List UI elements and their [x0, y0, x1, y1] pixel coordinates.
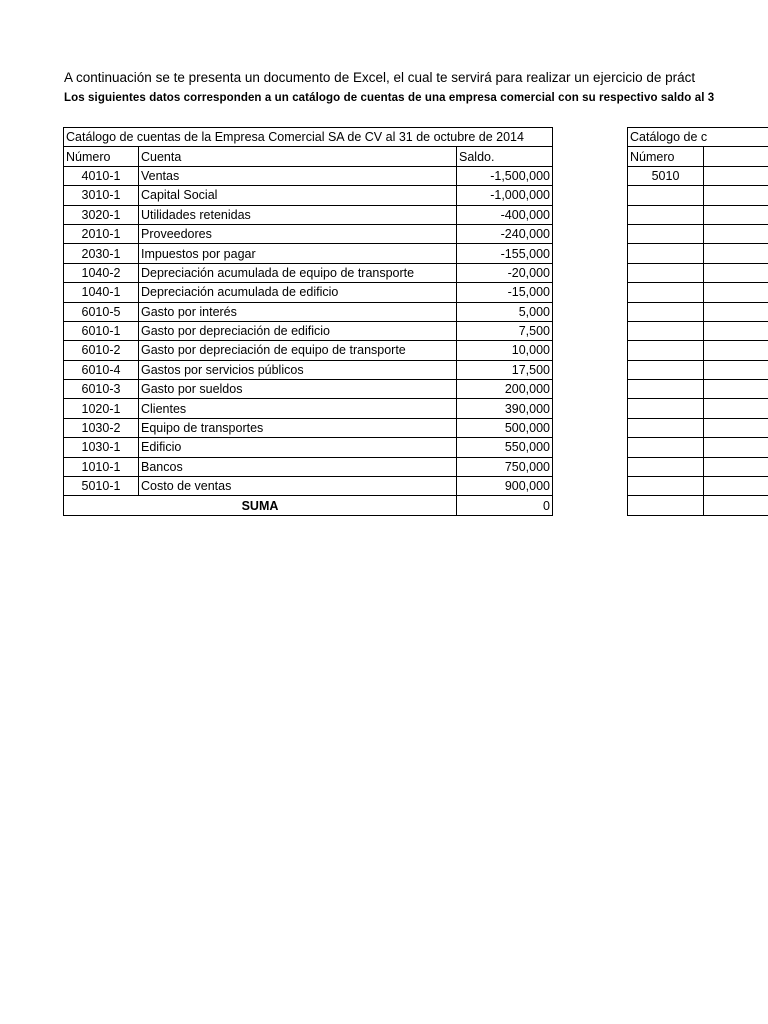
cell-saldo[interactable]: 750,000 — [457, 457, 553, 476]
second-cell[interactable] — [704, 283, 768, 302]
cell-numero[interactable]: 3010-1 — [64, 186, 139, 205]
cell-cuenta[interactable]: Gasto por depreciación de edificio — [139, 321, 457, 340]
cell-saldo[interactable]: -1,000,000 — [457, 186, 553, 205]
cell-cuenta[interactable]: Gasto por depreciación de equipo de transporte — [139, 341, 457, 360]
cell-cuenta[interactable]: Depreciación acumulada de edificio — [139, 283, 457, 302]
second-cell[interactable] — [628, 341, 704, 360]
second-cell[interactable] — [704, 418, 768, 437]
cell-saldo[interactable]: -240,000 — [457, 224, 553, 243]
second-cell[interactable] — [704, 224, 768, 243]
cell-saldo[interactable]: -155,000 — [457, 244, 553, 263]
table-row — [64, 477, 553, 496]
cell-numero[interactable]: 2030-1 — [64, 244, 139, 263]
cell-numero[interactable]: 1040-2 — [64, 263, 139, 282]
cell-saldo[interactable]: 5,000 — [457, 302, 553, 321]
second-cell[interactable] — [704, 186, 768, 205]
cell-cuenta[interactable]: Depreciación acumulada de equipo de transporte — [139, 263, 457, 282]
second-cell[interactable] — [704, 477, 768, 496]
cell-cuenta[interactable]: Equipo de transportes — [139, 418, 457, 437]
table-row — [628, 244, 768, 263]
cell-numero[interactable]: 3020-1 — [64, 205, 139, 224]
table-row — [628, 360, 768, 379]
cell-numero[interactable]: 4010-1 — [64, 166, 139, 185]
second-cell[interactable] — [704, 438, 768, 457]
cell-numero[interactable]: 5010-1 — [64, 477, 139, 496]
second-cell-numero[interactable]: 5010 — [628, 166, 704, 185]
table-row — [628, 380, 768, 399]
cell-cuenta[interactable]: Bancos — [139, 457, 457, 476]
cell-saldo[interactable]: 200,000 — [457, 380, 553, 399]
table-row — [628, 399, 768, 418]
second-table-viewport — [627, 127, 768, 519]
header-numero[interactable]: Número — [64, 147, 139, 166]
table-row — [628, 283, 768, 302]
table-row — [64, 380, 553, 399]
cell-numero[interactable]: 1030-2 — [64, 418, 139, 437]
cell-cuenta[interactable]: Gasto por sueldos — [139, 380, 457, 399]
table-row — [64, 205, 553, 224]
table-row — [628, 457, 768, 476]
table-row — [64, 224, 553, 243]
second-cell[interactable] — [628, 438, 704, 457]
cell-cuenta[interactable]: Edificio — [139, 438, 457, 457]
cell-cuenta[interactable]: Proveedores — [139, 224, 457, 243]
cell-cuenta[interactable]: Ventas — [139, 166, 457, 185]
table-row — [628, 418, 768, 437]
table-row — [64, 321, 553, 340]
table-row — [628, 477, 768, 496]
table-row — [628, 186, 768, 205]
cell-saldo[interactable]: -400,000 — [457, 205, 553, 224]
cell-numero[interactable]: 6010-2 — [64, 341, 139, 360]
second-header-numero[interactable]: Número — [628, 147, 704, 166]
table-row — [64, 244, 553, 263]
second-header-cell[interactable] — [704, 147, 768, 166]
second-cell[interactable] — [628, 321, 704, 340]
second-cell[interactable] — [704, 496, 768, 515]
cell-cuenta[interactable]: Clientes — [139, 399, 457, 418]
cell-saldo[interactable]: 500,000 — [457, 418, 553, 437]
second-cell[interactable] — [704, 205, 768, 224]
second-cell[interactable] — [628, 224, 704, 243]
cell-saldo[interactable]: -20,000 — [457, 263, 553, 282]
cell-numero[interactable]: 1010-1 — [64, 457, 139, 476]
second-cell[interactable] — [628, 302, 704, 321]
second-cell[interactable] — [628, 496, 704, 515]
table-row — [64, 341, 553, 360]
table-row — [64, 457, 553, 476]
cell-cuenta[interactable]: Costo de ventas — [139, 477, 457, 496]
second-cell[interactable] — [704, 457, 768, 476]
total-row — [628, 496, 768, 515]
cell-saldo[interactable]: 7,500 — [457, 321, 553, 340]
cell-saldo[interactable]: -15,000 — [457, 283, 553, 302]
table-row — [628, 263, 768, 282]
table-row — [628, 321, 768, 340]
cell-saldo[interactable]: -1,500,000 — [457, 166, 553, 185]
table-row — [64, 360, 553, 379]
second-cell[interactable] — [704, 399, 768, 418]
second-cell[interactable] — [628, 360, 704, 379]
intro-line-2: Los siguientes datos corresponden a un catálogo de cuentas de una empresa comercial con su respectivo saldo al 3 — [64, 92, 715, 104]
account-catalog-table — [63, 127, 553, 516]
second-cell[interactable] — [704, 244, 768, 263]
cell-numero[interactable]: 2010-1 — [64, 224, 139, 243]
second-cell[interactable] — [704, 302, 768, 321]
cell-cuenta[interactable]: Utilidades retenidas — [139, 205, 457, 224]
table-row — [628, 224, 768, 243]
table-title[interactable]: Catálogo de cuentas de la Empresa Comercial SA de CV al 31 de octubre de 2014 — [64, 128, 553, 147]
second-cell[interactable] — [628, 186, 704, 205]
cell-saldo[interactable]: 390,000 — [457, 399, 553, 418]
cell-numero[interactable]: 1040-1 — [64, 283, 139, 302]
table-row — [64, 438, 553, 457]
table-row — [64, 418, 553, 437]
cell-cuenta[interactable]: Gasto por interés — [139, 302, 457, 321]
cell-cuenta[interactable]: Impuestos por pagar — [139, 244, 457, 263]
second-cell[interactable] — [704, 360, 768, 379]
cell-saldo[interactable]: 17,500 — [457, 360, 553, 379]
table-row — [64, 263, 553, 282]
cell-saldo[interactable]: 550,000 — [457, 438, 553, 457]
total-label[interactable]: SUMA — [64, 496, 457, 515]
header-saldo[interactable]: Saldo. — [457, 147, 553, 166]
cell-numero[interactable]: 1020-1 — [64, 399, 139, 418]
table-row — [628, 302, 768, 321]
second-cell[interactable] — [628, 399, 704, 418]
second-cell[interactable] — [704, 166, 768, 185]
second-table-title[interactable]: Catálogo de c — [628, 128, 768, 147]
second-cell[interactable] — [628, 477, 704, 496]
cell-saldo[interactable]: 900,000 — [457, 477, 553, 496]
second-cell[interactable] — [628, 418, 704, 437]
second-cell[interactable] — [628, 457, 704, 476]
second-cell[interactable] — [704, 263, 768, 282]
table-row — [628, 166, 768, 185]
table-row — [628, 341, 768, 360]
cell-numero[interactable]: 1030-1 — [64, 438, 139, 457]
cell-numero[interactable]: 6010-1 — [64, 321, 139, 340]
cell-cuenta[interactable]: Capital Social — [139, 186, 457, 205]
cell-numero[interactable]: 6010-5 — [64, 302, 139, 321]
cell-numero[interactable]: 6010-3 — [64, 380, 139, 399]
intro-line-1: A continuación se te presenta un documento de Excel, el cual te servirá para realizar un ejercicio de práct — [64, 70, 696, 85]
second-catalog-table — [627, 127, 768, 516]
second-cell[interactable] — [628, 244, 704, 263]
total-value[interactable]: 0 — [457, 496, 553, 515]
table-row — [64, 302, 553, 321]
table-row — [64, 399, 553, 418]
cell-cuenta[interactable]: Gastos por servicios públicos — [139, 360, 457, 379]
table-row — [628, 205, 768, 224]
second-cell[interactable] — [628, 380, 704, 399]
total-row — [64, 496, 553, 515]
table-row — [64, 186, 553, 205]
second-cell[interactable] — [628, 205, 704, 224]
table-row — [64, 166, 553, 185]
second-cell[interactable] — [704, 380, 768, 399]
second-cell[interactable] — [704, 321, 768, 340]
cell-saldo[interactable]: 10,000 — [457, 341, 553, 360]
cell-numero[interactable]: 6010-4 — [64, 360, 139, 379]
second-cell[interactable] — [628, 263, 704, 282]
second-cell[interactable] — [704, 341, 768, 360]
table-row — [628, 438, 768, 457]
table-row — [64, 283, 553, 302]
second-cell[interactable] — [628, 283, 704, 302]
header-cuenta[interactable]: Cuenta — [139, 147, 457, 166]
